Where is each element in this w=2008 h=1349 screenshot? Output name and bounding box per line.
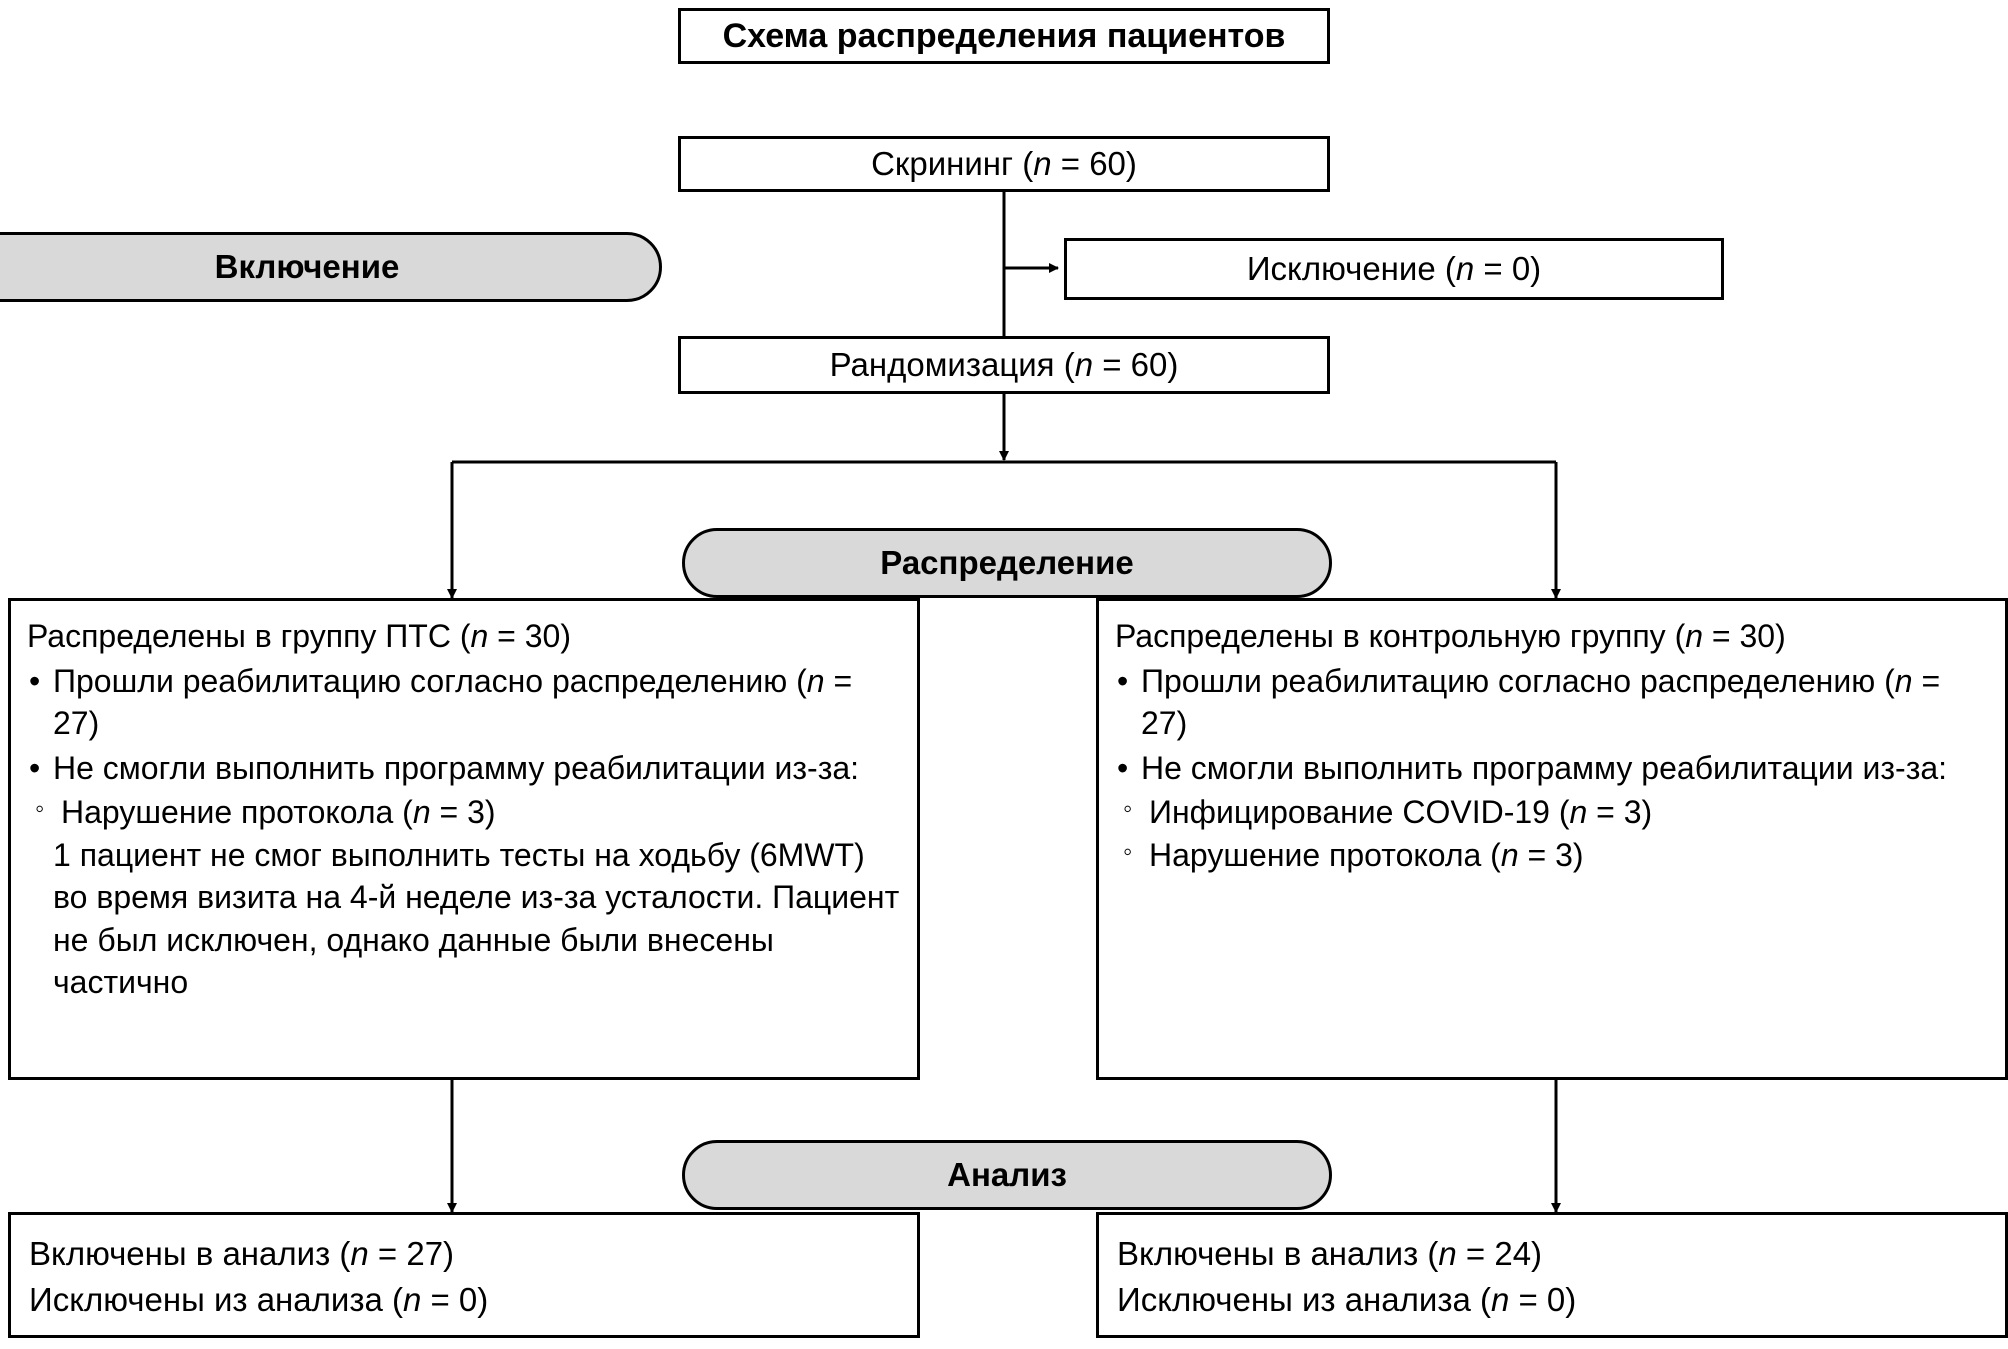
stage-label-analysis-text: Анализ — [947, 1156, 1067, 1193]
list-item: ◦ Инфицирование COVID-19 (n = 3) — [1123, 791, 1989, 834]
arm-left-heading: Распределены в группу ПТС (n = 30) — [27, 618, 571, 654]
arm-box-left — [8, 598, 920, 1080]
stage-label-enrollment — [0, 232, 662, 302]
list-item: • Не смогли выполнить программу реабилитации из-за: — [27, 747, 901, 790]
analysis-box-left — [8, 1212, 920, 1338]
arm-right-bullets — [1115, 660, 1989, 790]
node-exclusion-label: Исключение (n = 0) — [1246, 250, 1542, 287]
node-randomization — [678, 336, 1330, 394]
stage-label-allocation-text: Распределение — [880, 544, 1134, 581]
list-item: • Не смогли выполнить программу реабилитации из-за: — [1115, 747, 1989, 790]
arm-left-note: 1 пациент не смог выполнить тесты на ходьбу (6MWT) во время визита на 4-й неделе из-за усталости. Пациент не был исключен, однако данные были внесены частично — [53, 836, 900, 1001]
arm-right-heading: Распределены в контрольную группу (n = 30) — [1115, 618, 1786, 654]
arm-box-right — [1096, 598, 2008, 1080]
list-item: ◦ Нарушение протокола (n = 3) — [1123, 834, 1989, 877]
node-exclusion — [1064, 238, 1724, 300]
chart-title: Схема распределения пациентов — [678, 8, 1330, 64]
node-screening — [678, 136, 1330, 192]
stage-label-enrollment-text: Включение — [214, 248, 400, 285]
arm-right-subbullets — [1115, 791, 1989, 876]
analysis-right-included: Включены в анализ (n = 24) — [1117, 1235, 1543, 1272]
list-item: • Прошли реабилитацию согласно распределению (n = 27) — [27, 660, 901, 745]
node-screening-label: Скрининг (n = 60) — [871, 145, 1137, 182]
node-randomization-label: Рандомизация (n = 60) — [829, 346, 1179, 383]
list-item: ◦ Нарушение протокола (n = 3) — [35, 791, 901, 834]
stage-label-analysis — [682, 1140, 1332, 1210]
arm-left-subbullets — [27, 791, 901, 834]
analysis-left-excluded: Исключены из анализа (n = 0) — [29, 1280, 489, 1318]
analysis-right-excluded: Исключены из анализа (n = 0) — [1117, 1280, 1577, 1318]
arm-left-bullets — [27, 660, 901, 790]
list-item: • Прошли реабилитацию согласно распределению (n = 27) — [1115, 660, 1989, 745]
stage-label-allocation — [682, 528, 1332, 598]
analysis-box-right — [1096, 1212, 2008, 1338]
analysis-left-included: Включены в анализ (n = 27) — [29, 1235, 455, 1272]
